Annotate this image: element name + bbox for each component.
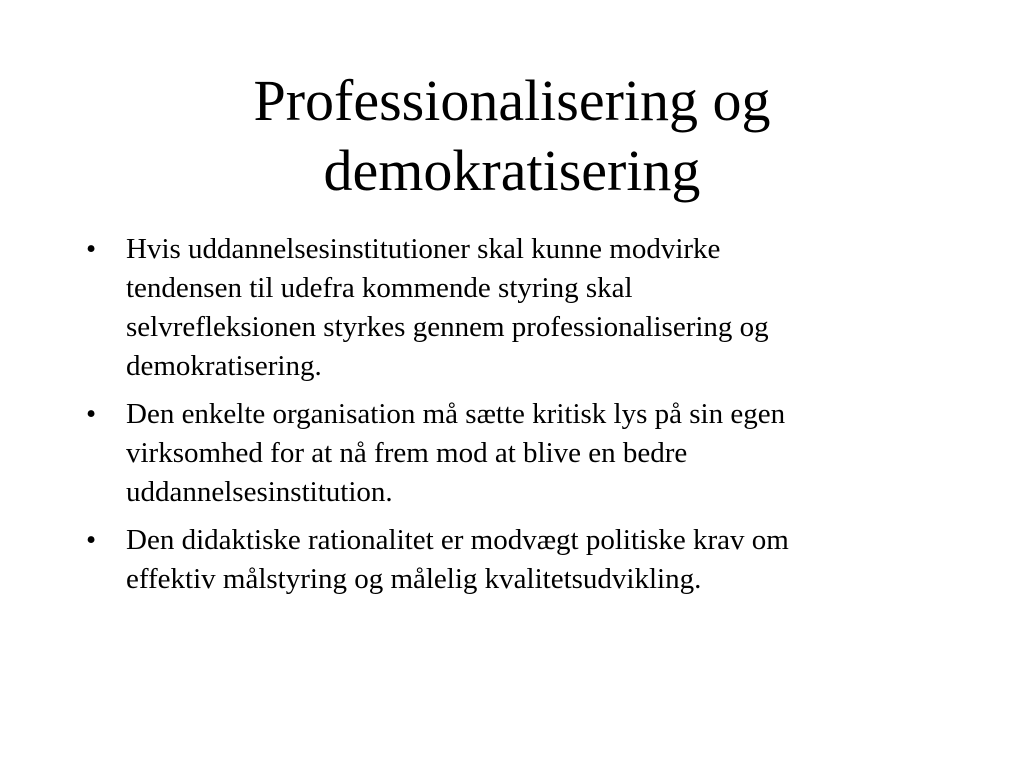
bullet-icon: •	[86, 524, 97, 556]
bullet-icon: •	[86, 398, 97, 430]
bullet-item-3	[80, 521, 920, 599]
bullet-1-line-1: Hvis uddannelsesinstitutioner skal kunne modvirke	[126, 233, 721, 265]
bullet-1-line-2: tendensen til udefra kommende styring skal	[126, 272, 633, 304]
bullet-1-line-3: selvrefleksionen styrkes gennem professionalisering og	[126, 311, 769, 343]
bullet-2-line-1: Den enkelte organisation må sætte kritisk lys på sin egen	[126, 398, 786, 430]
slide-title-line-1: Professionalisering og	[253, 68, 771, 133]
slide-title	[0, 66, 1024, 206]
slide-title-line-2: demokratisering	[323, 138, 701, 203]
bullet-item-1	[80, 230, 920, 386]
bullet-1-line-4: demokratisering.	[126, 350, 322, 382]
bullet-3-line-2: effektiv målstyring og målelig kvalitetsudvikling.	[126, 563, 702, 595]
bullet-list	[80, 230, 920, 608]
bullet-icon: •	[86, 233, 97, 265]
bullet-3-line-1: Den didaktiske rationalitet er modvægt politiske krav om	[126, 524, 789, 556]
bullet-item-2	[80, 395, 920, 512]
bullet-2-line-3: uddannelsesinstitution.	[126, 476, 393, 508]
bullet-2-line-2: virksomhed for at nå frem mod at blive en bedre	[126, 437, 688, 469]
